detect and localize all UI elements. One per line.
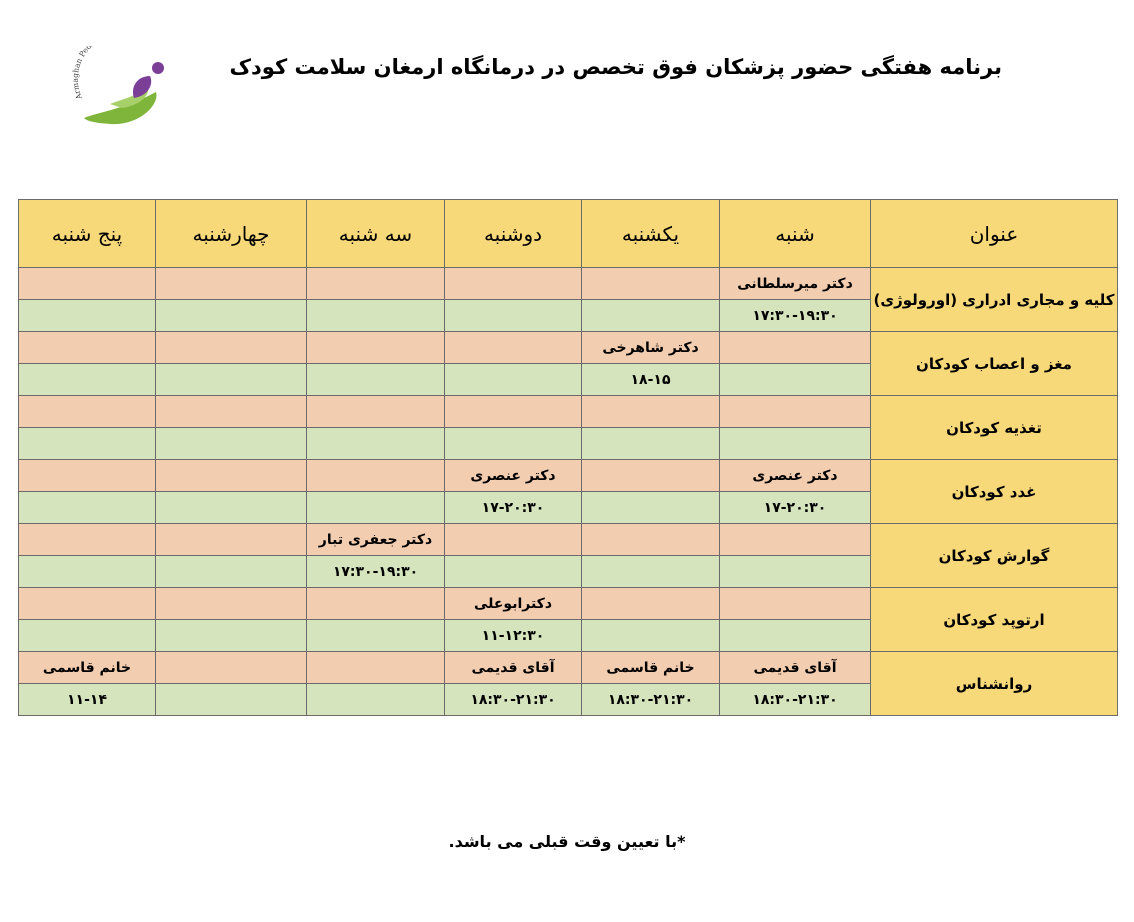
time-cell: ۱۷:۳۰-۱۹:۳۰: [720, 300, 871, 332]
schedule-row-names: [19, 460, 1118, 492]
clinic-logo: [70, 46, 180, 128]
doctor-name-cell: [445, 268, 582, 300]
doctor-name-cell: [720, 332, 871, 364]
column-header-day: چهارشنبه: [156, 200, 307, 268]
time-cell: [720, 364, 871, 396]
schedule-row-names: [19, 524, 1118, 556]
time-cell: [156, 300, 307, 332]
appointment-note: *با تعیین وقت قبلی می باشد.: [448, 832, 686, 851]
doctor-name-cell: [720, 588, 871, 620]
doctor-name-cell: آقای قدیمی: [445, 652, 582, 684]
time-cell: [307, 492, 445, 524]
time-cell: ۱۸:۳۰-۲۱:۳۰: [582, 684, 720, 716]
column-header-day: پنج شنبه: [19, 200, 156, 268]
doctor-name-cell: [19, 588, 156, 620]
doctor-name-cell: [156, 396, 307, 428]
time-cell: [156, 684, 307, 716]
doctor-name-cell: [19, 396, 156, 428]
time-cell: ۱۷:۳۰-۱۹:۳۰: [307, 556, 445, 588]
doctor-name-cell: دکتر عنصری: [720, 460, 871, 492]
doctor-name-cell: [307, 588, 445, 620]
column-header-day: یکشنبه: [582, 200, 720, 268]
doctor-name-cell: [307, 268, 445, 300]
time-cell: [19, 300, 156, 332]
doctor-name-cell: [19, 268, 156, 300]
doctor-name-cell: دکتر شاهرخی: [582, 332, 720, 364]
doctor-name-cell: [156, 588, 307, 620]
column-header-day: شنبه: [720, 200, 871, 268]
time-cell: [19, 428, 156, 460]
doctor-name-cell: [307, 396, 445, 428]
doctor-name-cell: [156, 332, 307, 364]
time-cell: [19, 620, 156, 652]
time-cell: [307, 428, 445, 460]
doctor-name-cell: [19, 460, 156, 492]
schedule-row-names: [19, 588, 1118, 620]
time-cell: [156, 428, 307, 460]
time-cell: [307, 684, 445, 716]
schedule-table: [18, 199, 1118, 716]
time-cell: [445, 300, 582, 332]
doctor-name-cell: [445, 332, 582, 364]
specialty-title: غدد کودکان: [871, 460, 1118, 524]
time-cell: ۱۱-۱۴: [19, 684, 156, 716]
time-cell: [445, 428, 582, 460]
doctor-name-cell: [720, 524, 871, 556]
doctor-name-cell: [720, 396, 871, 428]
time-cell: ۱۷-۲۰:۳۰: [720, 492, 871, 524]
doctor-name-cell: دکترابوعلی: [445, 588, 582, 620]
weekly-schedule: [18, 199, 1117, 715]
doctor-name-cell: [307, 460, 445, 492]
time-cell: [582, 428, 720, 460]
doctor-name-cell: [19, 332, 156, 364]
time-cell: [582, 300, 720, 332]
specialty-title: ارتوپد کودکان: [871, 588, 1118, 652]
time-cell: [582, 556, 720, 588]
time-cell: [307, 620, 445, 652]
doctor-name-cell: [156, 460, 307, 492]
schedule-row-names: [19, 396, 1118, 428]
column-header-day: دوشنبه: [445, 200, 582, 268]
time-cell: [445, 364, 582, 396]
time-cell: [19, 492, 156, 524]
doctor-name-cell: [307, 332, 445, 364]
doctor-name-cell: خانم قاسمی: [582, 652, 720, 684]
time-cell: [156, 492, 307, 524]
time-cell: ۱۸:۳۰-۲۱:۳۰: [445, 684, 582, 716]
time-cell: [582, 620, 720, 652]
specialty-title: روانشناس: [871, 652, 1118, 716]
specialty-title: مغز و اعصاب کودکان: [871, 332, 1118, 396]
schedule-row-names: [19, 332, 1118, 364]
time-cell: [156, 620, 307, 652]
schedule-row-names: [19, 652, 1118, 684]
doctor-name-cell: آقای قدیمی: [720, 652, 871, 684]
specialty-title: کلیه و مجاری ادراری (اورولوژی): [871, 268, 1118, 332]
svg-text:Armaghan Pediatric Clinic: [71, 46, 135, 102]
time-cell: [19, 556, 156, 588]
doctor-name-cell: خانم قاسمی: [19, 652, 156, 684]
logo-text: Armaghan Ped: [70, 46, 94, 101]
doctor-name-cell: [582, 268, 720, 300]
doctor-name-cell: [582, 460, 720, 492]
time-cell: [720, 428, 871, 460]
doctor-name-cell: [582, 396, 720, 428]
header-row: [19, 200, 1118, 268]
specialty-title: گوارش کودکان: [871, 524, 1118, 588]
specialty-title: تغذیه کودکان: [871, 396, 1118, 460]
doctor-name-cell: [156, 652, 307, 684]
column-header-day: سه شنبه: [307, 200, 445, 268]
time-cell: [445, 556, 582, 588]
time-cell: ۱۷-۲۰:۳۰: [445, 492, 582, 524]
time-cell: [156, 556, 307, 588]
doctor-name-cell: [156, 524, 307, 556]
time-cell: ۱۸-۱۵: [582, 364, 720, 396]
schedule-row-names: [19, 268, 1118, 300]
time-cell: [19, 364, 156, 396]
doctor-name-cell: [582, 588, 720, 620]
doctor-name-cell: دکتر جعفری تبار: [307, 524, 445, 556]
time-cell: ۱۱-۱۲:۳۰: [445, 620, 582, 652]
doctor-name-cell: [156, 268, 307, 300]
time-cell: [582, 492, 720, 524]
column-header-title: عنوان: [871, 200, 1118, 268]
doctor-name-cell: [445, 396, 582, 428]
doctor-name-cell: [582, 524, 720, 556]
doctor-name-cell: [307, 652, 445, 684]
time-cell: ۱۸:۳۰-۲۱:۳۰: [720, 684, 871, 716]
time-cell: [307, 364, 445, 396]
doctor-name-cell: [19, 524, 156, 556]
time-cell: [720, 620, 871, 652]
time-cell: [156, 364, 307, 396]
doctor-name-cell: دکتر عنصری: [445, 460, 582, 492]
time-cell: [720, 556, 871, 588]
doctor-name-cell: دکتر میرسلطانی: [720, 268, 871, 300]
time-cell: [307, 300, 445, 332]
page-title: برنامه هفتگی حضور پزشکان فوق تخصص در درمانگاه ارمغان سلامت کودک: [229, 55, 1002, 79]
doctor-name-cell: [445, 524, 582, 556]
